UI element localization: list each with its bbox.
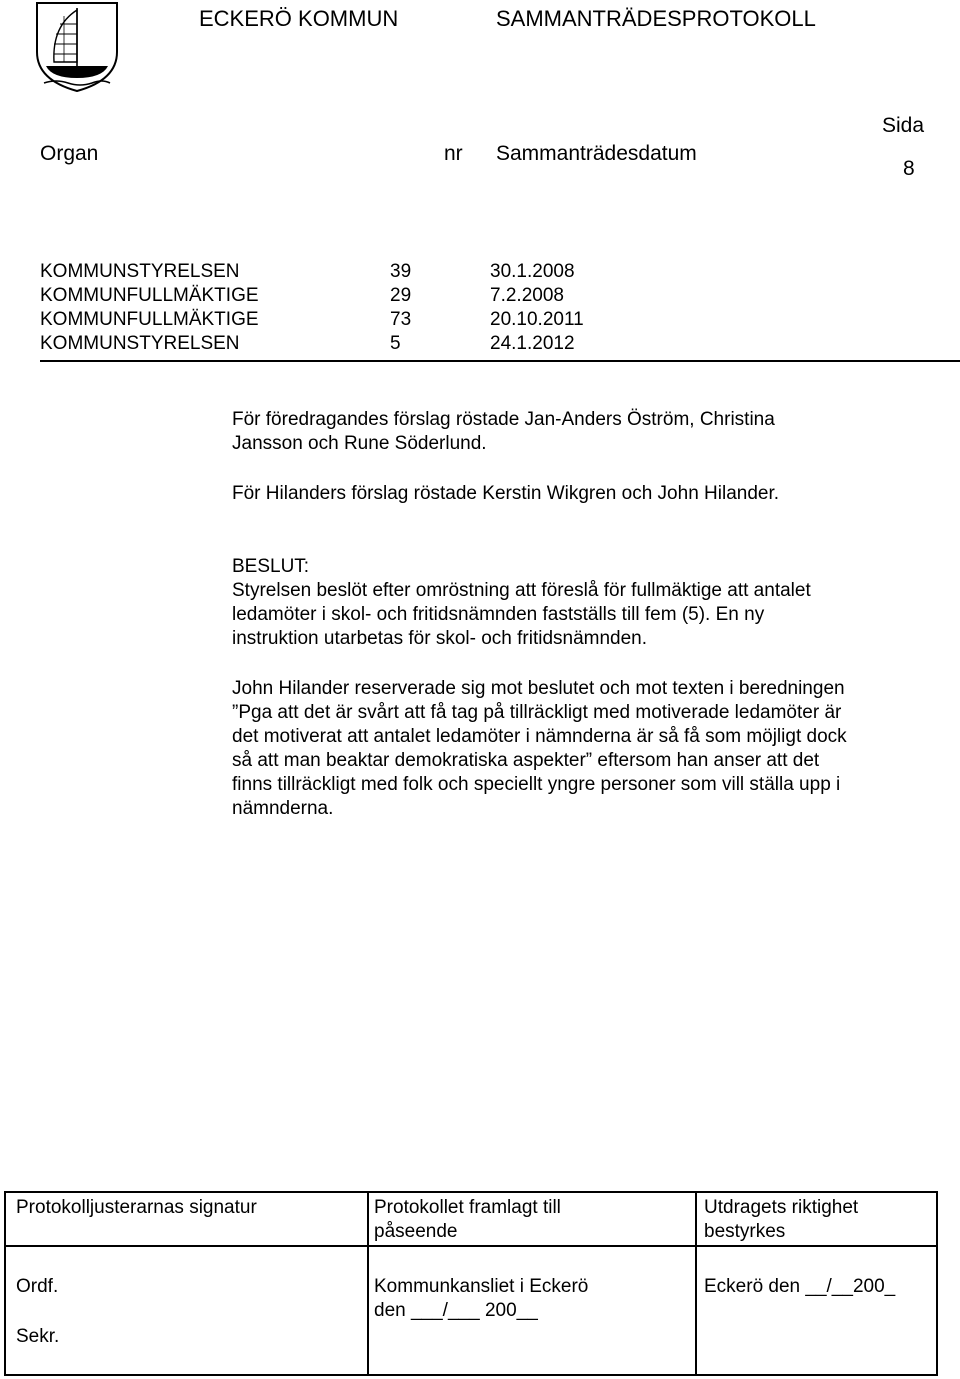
text-line: Styrelsen beslöt efter omröstning att föreslå för fullmäktige att antalet [232, 580, 811, 601]
reference-nr: 29 [390, 285, 412, 306]
reference-date: 7.2.2008 [490, 285, 564, 306]
reference-organ: KOMMUNSTYRELSEN [40, 333, 240, 354]
reference-nr: 5 [390, 333, 401, 354]
chair-signature-label: Ordf. [16, 1276, 59, 1297]
reference-date: 30.1.2008 [490, 261, 575, 282]
reference-date: 20.10.2011 [490, 309, 584, 330]
decision-heading: BESLUT: [232, 556, 310, 577]
text-line: nämnderna. [232, 798, 334, 819]
municipality-name: ECKERÖ KOMMUN [199, 6, 399, 31]
reference-organ: KOMMUNFULLMÄKTIGE [40, 309, 259, 330]
text-line: För föredragandes förslag röstade Jan-Anders Öström, Christina [232, 409, 775, 430]
reference-nr: 73 [390, 309, 412, 330]
reference-nr: 39 [390, 261, 412, 282]
text-line: instruktion utarbetas för skol- och fritidsnämnden. [232, 628, 648, 649]
text-line: så att man beaktar demokratiska aspekter” eftersom han anser att det [232, 750, 820, 771]
posting-location: Kommunkansliet i Eckerö [374, 1276, 589, 1297]
footer-divider-vertical [695, 1193, 697, 1374]
certification-header: Utdragets riktighet bestyrkes [704, 1197, 859, 1242]
text-line: ”Pga att det är svårt att få tag på tillräckligt med motiverade ledamöter är [232, 702, 842, 723]
text-line: John Hilander reserverade sig mot beslutet och mot texten i beredningen [232, 678, 845, 699]
page-number: 8 [903, 157, 915, 180]
organ-label: Organ [40, 142, 99, 165]
document-type: SAMMANTRÄDESPROTOKOLL [496, 6, 816, 31]
signature-header: Protokolljusterarnas signatur [16, 1197, 257, 1218]
reservation-paragraph [232, 677, 932, 821]
footer-divider-horizontal [6, 1245, 936, 1247]
vote-presenter-paragraph [232, 408, 932, 456]
reference-organ: KOMMUNFULLMÄKTIGE [40, 285, 259, 306]
vote-hilander-paragraph [232, 482, 932, 506]
text-line: För Hilanders förslag röstade Kerstin Wikgren och John Hilander. [232, 483, 780, 504]
meeting-date-label: Sammanträdesdatum [496, 142, 697, 165]
decision-paragraph [232, 555, 932, 651]
text-line: det motiverat att antalet ledamöter i nämnderna är så få som möjligt dock [232, 726, 847, 747]
text-line: ledamöter i skol- och fritidsnämnden fastställs till fem (5). En ny [232, 604, 765, 625]
header-divider [40, 360, 960, 362]
municipality-crest-logo [36, 2, 118, 92]
certification-date-line: Eckerö den __/__200_ [704, 1276, 896, 1297]
footer-divider-vertical [367, 1193, 369, 1374]
text-line: finns tillräckligt med folk och speciellt yngre personer som vill ställa upp i [232, 774, 841, 795]
nr-label: nr [444, 142, 463, 165]
reference-date: 24.1.2012 [490, 333, 575, 354]
posted-header: Protokollet framlagt till påseende [374, 1197, 561, 1242]
text-line: Jansson och Rune Söderlund. [232, 433, 487, 454]
page-label: Sida [882, 114, 925, 137]
secretary-signature-label: Sekr. [16, 1326, 60, 1347]
signature-footer [4, 1191, 938, 1376]
reference-organ: KOMMUNSTYRELSEN [40, 261, 240, 282]
posting-date-line: den ___/___ 200__ [374, 1300, 538, 1321]
